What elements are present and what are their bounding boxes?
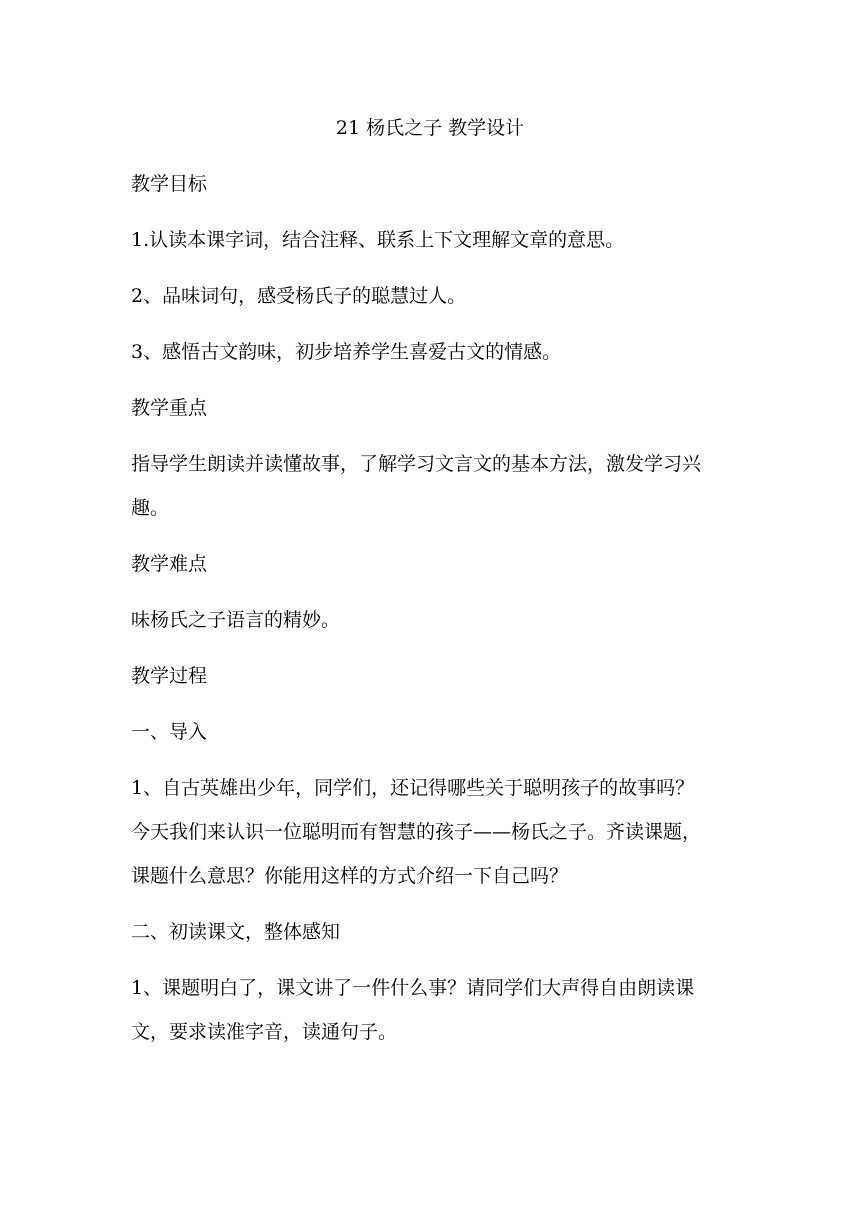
document-title: 21 杨氏之子 教学设计 — [335, 117, 525, 139]
difficulty-text: 味杨氏之子语言的精妙。 — [131, 609, 341, 631]
section-text: 1、课题明白了，课文讲了一件什么事？请同学们大声得自由朗读课 — [131, 977, 695, 999]
key-points-text: 趣。 — [131, 497, 170, 519]
objective-item: 3、感悟古文韵味，初步培养学生喜爱古文的情感。 — [131, 341, 562, 363]
section-text: 课题什么意思？你能用这样的方式介绍一下自己吗？ — [131, 865, 569, 887]
objective-item: 1.认读本课字词，结合注释、联系上下文理解文章的意思。 — [131, 229, 625, 251]
section-text: 文，要求读准字音，读通句子。 — [131, 1021, 398, 1043]
section-text: 今天我们来认识一位聪明而有智慧的孩子——杨氏之子。齐读课题， — [131, 821, 702, 843]
key-points-text: 指导学生朗读并读懂故事，了解学习文言文的基本方法，激发学习兴 — [131, 453, 702, 475]
objectives-heading: 教学目标 — [131, 173, 208, 195]
process-heading: 教学过程 — [131, 665, 208, 687]
section-heading: 一、导入 — [131, 721, 208, 743]
section-text: 1、自古英雄出少年，同学们，还记得哪些关于聪明孩子的故事吗？ — [131, 777, 695, 799]
key-points-heading: 教学重点 — [131, 397, 208, 419]
objective-item: 2、品味词句，感受杨氏子的聪慧过人。 — [131, 285, 467, 307]
difficulty-heading: 教学难点 — [131, 553, 208, 575]
section-heading: 二、初读课文，整体感知 — [131, 921, 341, 943]
